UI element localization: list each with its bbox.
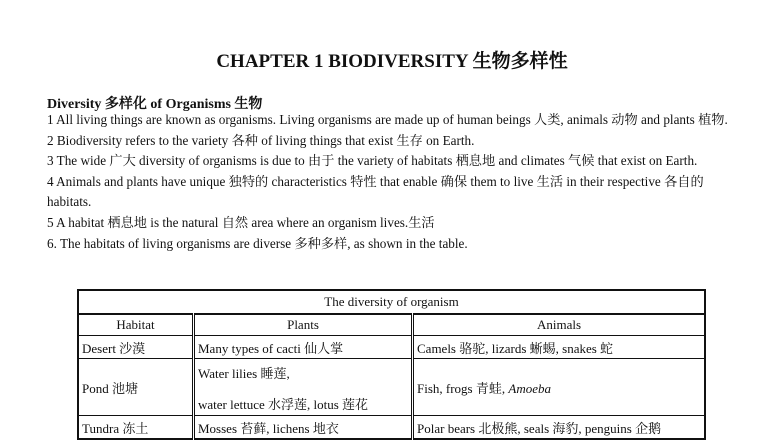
column-header-habitat: Habitat [78,314,194,336]
paragraph: 2 Biodiversity refers to the variety 各种 of living things that exist 生存 on Earth. [47,132,475,148]
table-row [78,416,705,440]
chapter-title: CHAPTER 1 BIODIVERSITY 生物多样性 [216,51,568,72]
paragraph-list [47,110,747,254]
plants-line: water lettuce 水浮莲, lotus 莲花 [198,397,369,412]
habitat-cell: Desert 沙漠 [78,336,194,359]
diversity-table [77,289,706,440]
plants-cell: Mosses 苔藓, lichens 地衣 [194,416,413,440]
paragraph: 3 The wide 广大 diversity of organisms is due to 由于 the variety of habitats 栖息地 and climates 气候 that exist on Earth. [47,153,698,169]
plants-cell: Many types of cacti 仙人掌 [194,336,413,359]
table-caption: The diversity of organism [78,290,705,314]
animals-text: Fish, frogs 青蛙, [417,380,509,396]
paragraph: 5 A habitat 栖息地 is the natural 自然 area where an organism lives.生活 [47,214,435,230]
paragraph: 4 Animals and plants have unique 独特的 characteristics 特性 that enable 确保 them to live 生活 in their respective 各自的 habitats. [47,173,704,210]
habitat-cell: Tundra 冻土 [78,416,194,440]
animals-cell [413,359,706,416]
column-header-plants: Plants [194,314,413,336]
animals-species-italic: Amoeba [508,380,551,396]
table-row [78,336,705,359]
plants-line: Water lilies 睡莲, [198,366,290,381]
table-row [78,359,705,416]
section-heading: Diversity 多样化 of Organisms 生物 [47,97,263,112]
paragraph: 6. The habitats of living organisms are diverse 多种多样, as shown in the table. [47,235,468,251]
column-header-animals: Animals [413,314,706,336]
animals-cell: Polar bears 北极熊, seals 海豹, penguins 企鹅 [413,416,706,440]
animals-cell: Camels 骆驼, lizards 蜥蜴, snakes 蛇 [413,336,706,359]
habitat-cell: Pond 池塘 [78,359,194,416]
plants-cell [194,359,413,416]
paragraph: 1 All living things are known as organisms. Living organisms are made up of human beings 人类, animals 动物 and plants 植物. [47,112,728,127]
table-header-row [78,314,705,336]
